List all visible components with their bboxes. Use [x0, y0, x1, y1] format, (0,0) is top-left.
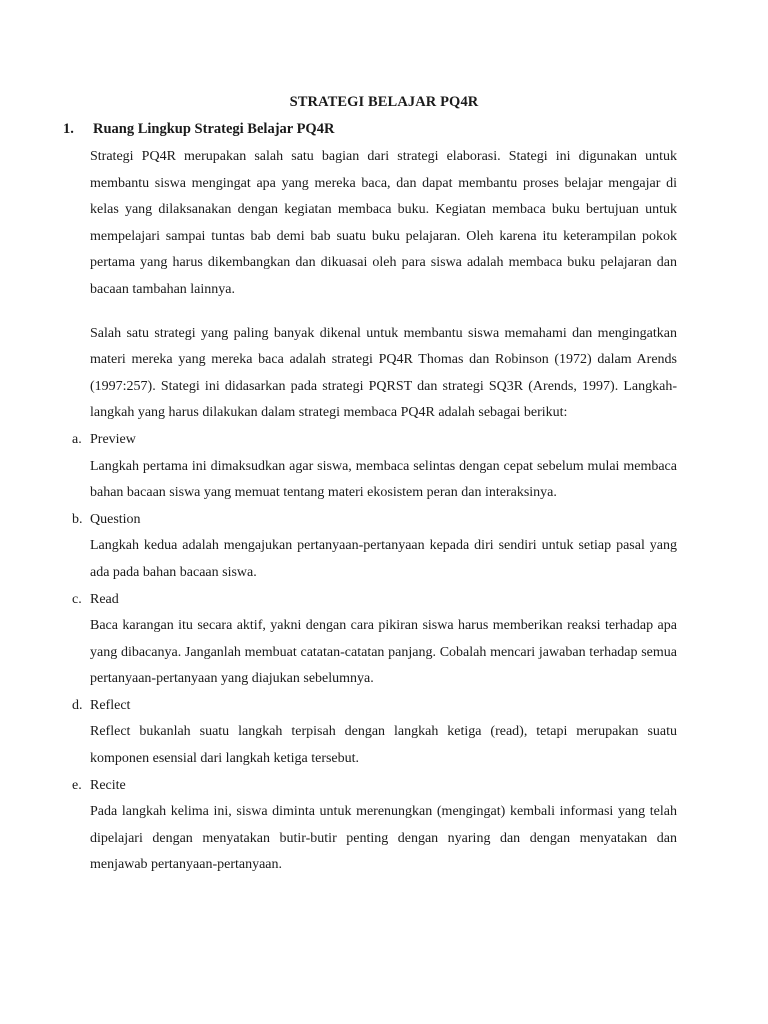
step-letter: b. [72, 511, 83, 527]
document-title: STRATEGI BELAJAR PQ4R [289, 94, 479, 110]
step-letter: e. [72, 777, 82, 793]
step-description: Langkah kedua adalah mengajukan pertanyaan-pertanyaan kepada diri sendiri untuk setiap pasal yang ada pada bahan bacaan siswa. [90, 538, 677, 580]
step-heading [72, 427, 677, 454]
step-letter: a. [72, 431, 82, 447]
step-description: Langkah pertama ini dimaksudkan agar siswa, membaca selintas dengan cepat sebelum mulai membaca bahan bacaan siswa yang memuat tentang materi ekosistem peran dan interaksinya. [90, 458, 677, 501]
step-item-question [72, 507, 677, 587]
step-letter: c. [72, 591, 82, 607]
step-heading [72, 507, 677, 534]
step-heading [72, 773, 677, 800]
step-item-recite [72, 773, 677, 879]
section-heading [63, 119, 708, 139]
step-item-preview [72, 427, 677, 507]
section-body [72, 144, 677, 879]
paragraph-2: Salah satu strategi yang paling banyak dikenal untuk membantu siswa memahami dan mengingatkan materi mereka yang mereka baca adalah strategi PQ4R Thomas dan Robinson (1972) dalam Arends (1997:257). Stategi ini didasarkan pada strategi PQRST dan strategi SQ3R (Arends, 1997). Langkah-langkah yang harus dilakukan dalam strategi membaca PQ4R adalah sebagai berikut: [90, 325, 677, 421]
step-item-read [72, 587, 677, 693]
step-description: Baca karangan itu secara aktif, yakni dengan cara pikiran siswa harus memberikan reaksi terhadap apa yang dibacanya. Janganlah membuat catatan-catatan panjang. Cobalah mencari jawaban terhadap semua pertanyaan-pertanyaan yang diajukan sebelumnya. [90, 618, 677, 687]
step-item-reflect [72, 693, 677, 773]
section-heading-text: Ruang Lingkup Strategi Belajar PQ4R [93, 121, 335, 137]
step-description: Pada langkah kelima ini, siswa diminta untuk merenungkan (mengingat) kembali informasi yang telah dipelajari dengan menyatakan butir-butir penting dengan nyaring dan dengan menyatakan dan menjawab pertanyaan-pertanyaan. [90, 804, 677, 873]
step-label: Question [90, 511, 141, 527]
step-label: Recite [90, 777, 126, 793]
step-heading [72, 587, 677, 614]
step-letter: d. [72, 697, 83, 713]
step-list [72, 427, 677, 879]
section-number: 1. [63, 121, 74, 137]
step-label: Reflect [90, 697, 131, 713]
paragraph-1: Strategi PQ4R merupakan salah satu bagian dari strategi elaborasi. Stategi ini digunakan untuk membantu siswa mengingat apa yang mereka baca, dan dapat membantu proses belajar mengajar di kelas yang dilaksanakan dengan kegiatan membaca buku. Kegiatan membaca buku bertujuan untuk mempelajari sampai tuntas bab demi bab suatu buku pelajaran. Oleh karena itu keterampilan pokok pertama yang harus dikembangkan dan dikuasai oleh para siswa adalah membaca buku pelajaran dan bacaan tambahan lainnya. [90, 149, 677, 297]
step-description: Reflect bukanlah suatu langkah terpisah dengan langkah ketiga (read), tetapi merupakan suatu komponen esensial dari langkah ketiga tersebut. [90, 724, 677, 767]
step-label: Read [90, 591, 119, 607]
step-heading [72, 693, 677, 720]
step-label: Preview [90, 431, 136, 447]
